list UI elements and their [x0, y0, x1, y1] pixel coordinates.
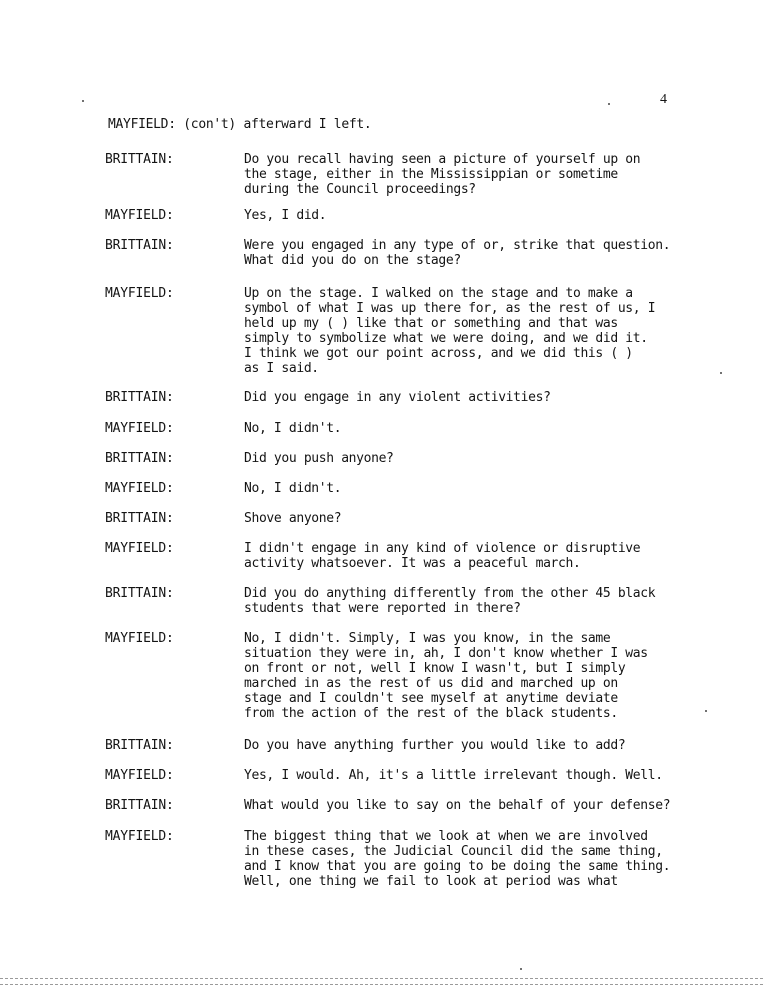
- speaker-label: BRITTAIN:: [105, 738, 174, 753]
- speaker-label: MAYFIELD:: [105, 208, 174, 223]
- bottom-rule: [0, 978, 763, 979]
- opening-line: MAYFIELD: (con't) afterward I left.: [108, 117, 372, 132]
- dialogue-line: activity whatsoever. It was a peaceful march.: [244, 556, 581, 571]
- speaker-label: MAYFIELD:: [105, 829, 174, 844]
- speaker-label: BRITTAIN:: [105, 238, 174, 253]
- dialogue-line: Did you engage in any violent activities?: [244, 390, 551, 405]
- dialogue-line: Were you engaged in any type of or, strike that question.: [244, 238, 671, 253]
- dialogue-line: symbol of what I was up there for, as the rest of us, I: [244, 301, 656, 316]
- scan-speck: [608, 103, 610, 105]
- dialogue-line: marched in as the rest of us did and marched up on: [244, 676, 618, 691]
- dialogue-line: stage and I couldn't see myself at anytime deviate: [244, 691, 618, 706]
- dialogue-line: situation they were in, ah, I don't know whether I was: [244, 646, 648, 661]
- dialogue-line: No, I didn't.: [244, 481, 342, 496]
- dialogue-line: from the action of the rest of the black students.: [244, 706, 618, 721]
- dialogue-line: Yes, I would. Ah, it's a little irrelevant though. Well.: [244, 768, 663, 783]
- dialogue-line: the stage, either in the Mississippian or sometime: [244, 167, 618, 182]
- dialogue-line: on front or not, well I know I wasn't, but I simply: [244, 661, 626, 676]
- speaker-label: BRITTAIN:: [105, 798, 174, 813]
- dialogue-line: and I know that you are going to be doing the same thing.: [244, 859, 671, 874]
- speaker-label: MAYFIELD:: [105, 768, 174, 783]
- bottom-rule: [0, 984, 763, 985]
- speaker-label: MAYFIELD:: [105, 631, 174, 646]
- dialogue-line: Shove anyone?: [244, 511, 342, 526]
- dialogue-line: as I said.: [244, 361, 319, 376]
- speaker-label: MAYFIELD:: [105, 481, 174, 496]
- speaker-label: BRITTAIN:: [105, 586, 174, 601]
- dialogue-line: Well, one thing we fail to look at period was what: [244, 874, 618, 889]
- dialogue-line: What would you like to say on the behalf of your defense?: [244, 798, 671, 813]
- dialogue-line: Yes, I did.: [244, 208, 327, 223]
- speaker-label: MAYFIELD:: [105, 286, 174, 301]
- dialogue-line: Did you push anyone?: [244, 451, 394, 466]
- dialogue-line: Up on the stage. I walked on the stage and to make a: [244, 286, 633, 301]
- speaker-label: BRITTAIN:: [105, 390, 174, 405]
- speaker-label: BRITTAIN:: [105, 152, 174, 167]
- dialogue-line: The biggest thing that we look at when we are involved: [244, 829, 648, 844]
- dialogue-line: Did you do anything differently from the other 45 black: [244, 586, 656, 601]
- scan-speck: [520, 968, 522, 970]
- dialogue-line: I didn't engage in any kind of violence or disruptive: [244, 541, 641, 556]
- dialogue-line: simply to symbolize what we were doing, and we did it.: [244, 331, 648, 346]
- dialogue-line: No, I didn't.: [244, 421, 342, 436]
- dialogue-line: students that were reported in there?: [244, 601, 521, 616]
- dialogue-line: What did you do on the stage?: [244, 253, 461, 268]
- dialogue-line: Do you have anything further you would like to add?: [244, 738, 626, 753]
- speaker-label: BRITTAIN:: [105, 511, 174, 526]
- dialogue-line: in these cases, the Judicial Council did the same thing,: [244, 844, 663, 859]
- dialogue-line: No, I didn't. Simply, I was you know, in the same: [244, 631, 611, 646]
- scan-speck: [82, 100, 84, 102]
- scan-speck: [705, 710, 707, 712]
- dialogue-line: Do you recall having seen a picture of yourself up on: [244, 152, 641, 167]
- speaker-label: BRITTAIN:: [105, 451, 174, 466]
- dialogue-line: during the Council proceedings?: [244, 182, 476, 197]
- scan-speck: [720, 372, 722, 374]
- speaker-label: MAYFIELD:: [105, 421, 174, 436]
- speaker-label: MAYFIELD:: [105, 541, 174, 556]
- page-number: 4: [660, 92, 667, 107]
- dialogue-line: I think we got our point across, and we did this ( ): [244, 346, 633, 361]
- dialogue-line: held up my ( ) like that or something and that was: [244, 316, 618, 331]
